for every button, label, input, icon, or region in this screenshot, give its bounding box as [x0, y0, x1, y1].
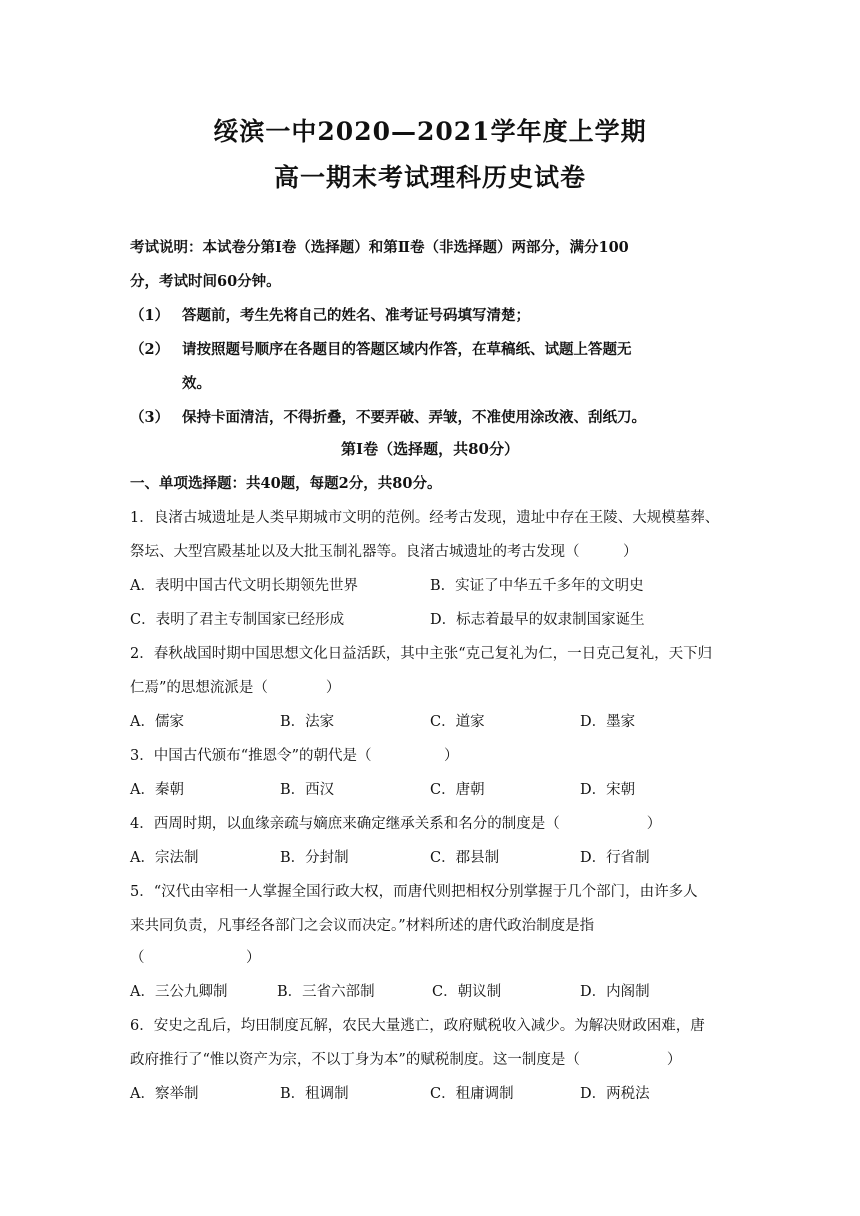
- rule-3: [130, 406, 646, 427]
- section-heading: 第Ⅰ卷（选择题，共80分）: [341, 440, 519, 458]
- option-b: B．法家: [280, 714, 335, 730]
- question-6-line1: 6．安史之乱后，均田制度瓦解，农民大量逃亡，政府赋税收入减少。为解决财政困难，唐: [130, 1018, 705, 1034]
- option-c: C．租庸调制: [430, 1086, 514, 1102]
- rule-text: 答题前，考生先将自己的姓名、准考证号码填写清楚；: [182, 307, 530, 324]
- question-5-line1: 5．“汉代由宰相一人掌握全国行政大权，而唐代则把相权分别掌握于几个部门，由许多人: [130, 884, 698, 900]
- question-2-line1: 2．春秋战国时期中国思想文化日益活跃，其中主张“克己复礼为仁，一日克己复礼，天下归: [130, 646, 713, 662]
- option-a: A．表明中国古代文明长期领先世界: [130, 578, 358, 594]
- rule-number: （3）: [130, 409, 170, 426]
- option-b: B．租调制: [280, 1086, 349, 1102]
- option-b: B．分封制: [280, 850, 349, 866]
- part-title: 一、单项选择题：共40题，每题2分，共80分。: [130, 475, 442, 492]
- question-3-line1: 3．中国古代颁布“推恩令”的朝代是（ ）: [130, 748, 459, 764]
- option-c: C．道家: [430, 714, 485, 730]
- option-a: A．察举制: [130, 1086, 199, 1102]
- question-5-line3: （ ）: [130, 950, 261, 966]
- instructions-line1: 考试说明：本试卷分第Ⅰ卷（选择题）和第Ⅱ卷（非选择题）两部分，满分100: [130, 239, 629, 256]
- rule-text: 保持卡面清洁，不得折叠，不要弄破、弄皱，不准使用涂改液、刮纸刀。: [182, 409, 646, 426]
- option-b: B．西汉: [280, 782, 335, 798]
- rule-number: （1）: [130, 307, 170, 324]
- option-d: D．标志着最早的奴隶制国家诞生: [430, 612, 645, 628]
- option-d: D．两税法: [580, 1086, 650, 1102]
- question-2-line2: 仁焉”的思想流派是（ ）: [130, 680, 341, 696]
- question-6-line2: 政府推行了“惟以资产为宗，不以丁身为本”的赋税制度。这一制度是（ ）: [130, 1052, 682, 1068]
- rule-number: （2）: [130, 341, 170, 358]
- option-d: D．宋朝: [580, 782, 636, 798]
- option-c: C．郡县制: [430, 850, 500, 866]
- instructions-line2: 分，考试时间60分钟。: [130, 273, 281, 290]
- rule-2-continuation: 效。: [182, 375, 211, 392]
- option-d: D．行省制: [580, 850, 650, 866]
- option-c: C．表明了君主专制国家已经形成: [130, 612, 345, 628]
- question-4-line1: 4．西周时期，以血缘亲疏与嫡庶来确定继承关系和名分的制度是（ ）: [130, 816, 662, 832]
- option-d: D．内阁制: [580, 984, 650, 1000]
- exam-title-line1: 绥滨一中2020—2021学年度上学期: [213, 117, 647, 146]
- option-c: C．唐朝: [430, 782, 485, 798]
- rule-1: [130, 304, 530, 325]
- option-a: A．三公九卿制: [130, 984, 228, 1000]
- option-b: B．三省六部制: [277, 984, 375, 1000]
- option-b: B．实证了中华五千多年的文明史: [430, 578, 644, 594]
- rule-text: 请按照题号顺序在各题目的答题区域内作答，在草稿纸、试题上答题无: [182, 341, 632, 358]
- option-d: D．墨家: [580, 714, 636, 730]
- option-a: A．儒家: [130, 714, 184, 730]
- option-a: A．宗法制: [130, 850, 199, 866]
- question-1-line2: 祭坛、大型宫殿基址以及大批玉制礼器等。良渚古城遗址的考古发现（ ）: [130, 544, 638, 560]
- option-c: C．朝议制: [432, 984, 502, 1000]
- option-a: A．秦朝: [130, 782, 184, 798]
- exam-title-line2: 高一期末考试理科历史试卷: [273, 163, 586, 192]
- rule-2: [130, 338, 632, 359]
- question-5-line2: 来共同负责，凡事经各部门之会议而决定。”材料所述的唐代政治制度是指: [130, 918, 595, 934]
- question-1-line1: 1．良渚古城遗址是人类早期城市文明的范例。经考古发现，遗址中存在王陵、大规模墓葬、: [130, 510, 720, 526]
